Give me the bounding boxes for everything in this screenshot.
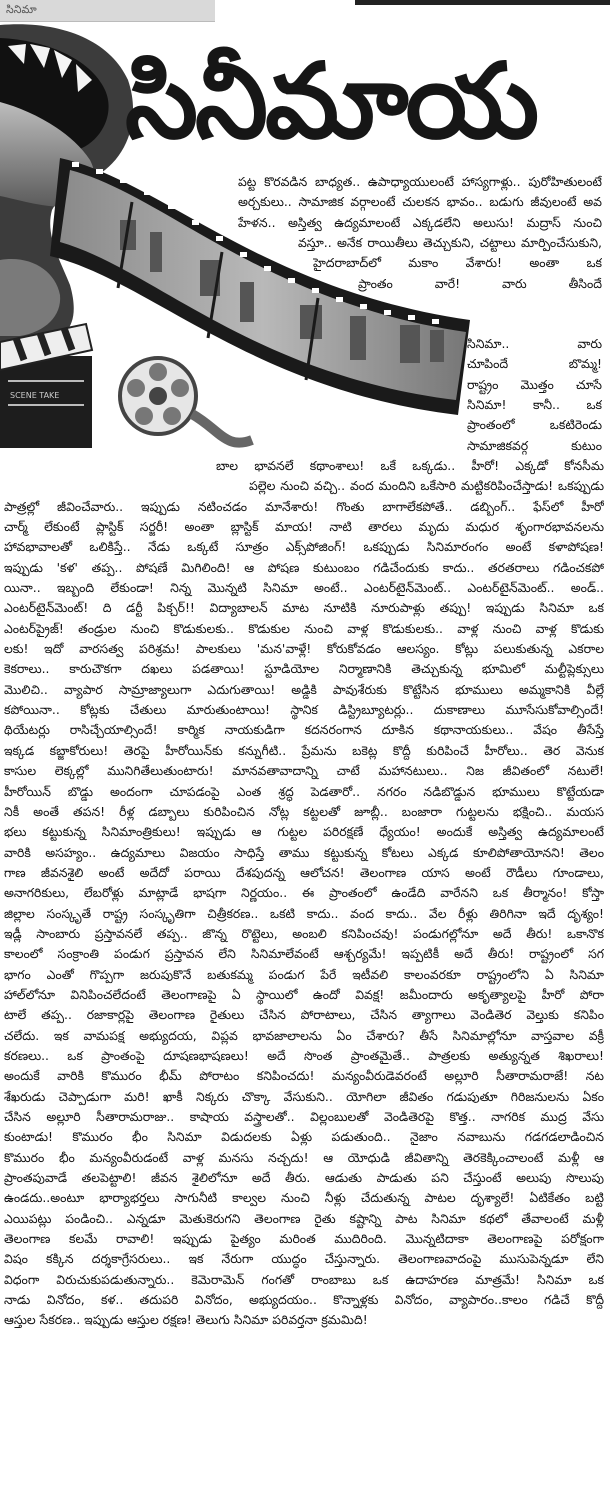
body-line: కొమురం భీం మన్యంవీరుడంటే వాళ్ల మనసు నచ్చదు! ఆ యోధుడి జీవితాన్ని తెరకెక్కించాలంటే మళ్లీ ఆ: [4, 1149, 604, 1165]
body-line: కపోయినా.. కోట్లకు చేతులు మారుతుంటాయి! స్థానిక డిస్ట్రిబ్యూటర్లు.. దుకాణాలు మూసేసుకోవాల్సిందే!: [4, 702, 604, 718]
body-line: జిల్లాల సంస్కృతే రాష్ట్ర సంస్కృతిగా చిత్రీకరణ.. ఒకటి కాదు.. వంద కాదు.. వేల రీళ్లు తిరిగినా ఇదే దృశ్యం!: [4, 905, 604, 921]
body-line: భాగం ఎంతో గొప్పగా జరుపుకొనే బతుకమ్మ పండుగ పేరే ఇటీవలి కాలంవరకూ రాష్ట్రంలోని ఏ సినిమా: [4, 966, 604, 982]
clapperboard-icon: [0, 324, 92, 448]
side-line: ప్రాంతంలో ఒకటిరెండు: [467, 417, 602, 433]
body-line: పల్లెల నుంచి వచ్చి.. వంద మందిని ఒకేసారి మట్టికరిపించేస్తాడు! ఒకప్పుడు: [249, 478, 604, 494]
body-line: బాల భావనలే కథాంశాలు! ఒకే ఒక్కడు.. హీరో! ఎక్కడో కోనసీమ: [216, 458, 604, 473]
side-line: రాష్ట్రం మొత్తం చూసే: [467, 376, 602, 392]
body-line: కుంటాడు! కొమురం భీం సినిమా విడుదలకు ఏళ్లు పడుతుంది.. నైజాం నవాబును గడగడలాడించిన: [4, 1129, 604, 1145]
body-line: విధంగా విరుచుకుపడుతున్నారు.. కెమెరామెన్ గంగతో రాంబాబు ఒక ఉదాహరణ మాత్రమే! సినిమా ఒక: [4, 1271, 604, 1287]
body-line: ఇడ్లీ సాంబారు ప్రస్తావనలే తప్ప.. జొన్న రొట్టెలు, అంబలి కనిపించవు! పండుగల్లోనూ అదే తీరు! ఒకానొక: [4, 925, 604, 941]
top-label-text: సినిమా: [6, 3, 37, 16]
body-line: తెలంగాణ కలమే రావాలి! ఇప్పుడు పైత్యం మరింత ముదిరింది. మొన్నటిదాకా తెలంగాణపై పరోక్షంగా: [4, 1231, 604, 1247]
intro-line: ప్రాంతం వారే! వారు తీసిందే: [358, 275, 602, 291]
body-line: హీరోయిన్ బొడ్డు అందంగా చూపడంపై ఎంత శ్రద్ధ పెడతారో.. నగరం నడిబొడ్డున భూములు కొట్టేయడా: [4, 783, 604, 799]
body-line: వారికి అసహ్యం.. ఉద్యమాలు విజయం సాధిస్తే తాము కట్టుకున్న కోటలు ఎక్కడ కూలిపోతాయోనని! తెలం: [4, 844, 604, 860]
body-line: ఎంటర్‌ప్రైజ్! తండ్రుల నుంచి కొడుకులకు.. కొడుకుల నుంచి వాళ్ల కొడుకులకు.. వాళ్ల నుంచి వాళ్ల కొడుకు: [4, 620, 604, 636]
body-line: ఎంటర్‌టైన్‌మెంట్! ది డర్టీ పిక్చర్!! విద్యాబాలన్ మాట నూటికి నూరుపాళ్లు తప్పు! ఇప్పుడు సినిమా ఒక: [4, 600, 604, 616]
body-line: కాసుల లెక్కల్లో మునిగితేలుతుంటారు! మానవతావాదాన్ని చాటే మహానటులు.. నిజ జీవితంలో నటులే!: [4, 763, 604, 779]
side-line: సినిమా! కానీ.. ఒక: [467, 397, 602, 413]
body-line: నాడు వినోదం, కళ.. తదుపరి వినోదం, అభ్యుదయం.. కొన్నాళ్లకు వినోదం, వ్యాపారం..కాలం గడిచే కొద్దీ: [4, 1292, 604, 1308]
clapper-label: SCENE TAKE: [10, 391, 60, 400]
body-line: ఉండదు..అంటూ భార్యాభర్తలు సాగునీటి కాల్వల నుంచి నీళ్లు చేదుతున్న పాటల దృశ్యాలే! ఏటికేతం బట్టి: [4, 1190, 604, 1206]
headline: సినీమాయ: [125, 40, 537, 162]
intro-line: హైదరాబాద్‌లో మకాం వేశారు! అంతా ఒక: [313, 255, 602, 271]
article-intro: [238, 172, 602, 294]
body-line: ఇప్పుడు 'కళ' తప్ప.. పోషణే మిగిలింది! ఆ పోషణ కుటుంబం గడిచేందుకు కాదు.. తరతరాలు గడించకపో: [4, 559, 604, 575]
body-line: అందుకే వారికి కొమురం భీమ్ పోరాటం కనిపించదు! మన్యంవీరుడెవరంటే అల్లూరి సీతారామరాజే! నట: [4, 1068, 604, 1084]
body-line: పాత్రల్లో జీవించేవారు.. ఇప్పుడు నటించడం మానేశారు! గొంతు బాగాలేకపోతే.. డబ్బింగ్.. ఫేస్‌లో హీరో: [4, 498, 604, 514]
intro-line: హేళన.. అస్తిత్వ ఉద్యమాలంటే ఎక్కడలేని అలుసు! మద్రాస్ నుంచి: [238, 214, 602, 230]
body-line: లకు! ఇదో వారసత్వ పరిశ్రమ! పాలకులు 'మన'వాళ్లే! కోరుకోవడం ఆలస్యం. కోట్లు పలుకుతున్న ఎకరాల: [4, 641, 604, 657]
body-line: ప్రాంతపువాడే తలపెట్టాలి! జీవన శైలిలోనూ అదే తీరు. ఆడుతు పాడుతు పని చేస్తుంటే అలుపు సొలుపు: [4, 1170, 604, 1186]
body-line: హాల్‌లోనూ వినిపించలేదంటే తెలంగాణపై ఏ స్థాయిలో ఉందో వివక్ష! జమీందారు అకృత్యాలపై హీరో పోరా: [4, 986, 604, 1002]
body-line: కెకరాలు.. కారుచౌకగా దఖలు పడతాయి! స్టూడియోల నిర్మాణానికి తెచ్చుకున్న భూమిలో మల్టీప్లెక్సులు: [4, 661, 604, 677]
article-side: [467, 334, 602, 456]
top-label-strip: [0, 0, 215, 22]
body-line: చలేదు. ఇక వామపక్ష అభ్యుదయ, విప్లవ భావజాలాలను ఏం చేశారు? తీసే సినిమాల్లోనూ వాస్తవాల వక్రీ: [4, 1027, 604, 1043]
body-line: విషం కక్కిన దర్శకాగ్రేసరులు.. ఇక నేరుగా యుద్ధం చేస్తున్నారు. తెలంగాణవాదంపై ముసుపెన్నడూ లేని: [4, 1251, 604, 1267]
body-line: మొలిచి.. వ్యాపార సామ్రాజ్యాలుగా ఎదుగుతాయి! అడ్డికి పావుశేరుకు కొట్టేసిన భూములు అమ్మకానికి వీల్లే: [4, 681, 604, 697]
body-line: కాలంలో సంక్రాంతి పండుగ ప్రస్తావన లేని సినిమాలేవంటే ఆశ్చర్యమే! ఇప్పటికీ అదే తీరు! రాష్ట్రంలో సగ: [4, 946, 604, 962]
body-line: భలు కట్టుకున్న సినిమాంత్రికులు! ఇప్పుడు ఆ గుట్టల పరిరక్షణే ధ్యేయం! అందుకే అస్తిత్వ ఉద్యమాలంటే: [4, 824, 604, 840]
body-line: థియేటర్లు రాసిచ్చేయాల్సిందే! కార్మిక నాయకుడిగా కదనరంగాన దూకిన కథానాయకులు.. వేషం తీసేస్తే: [4, 722, 604, 738]
body-line: చేసిన అల్లూరి సీతారామరాజు.. కాషాయ వస్త్రాలతో.. విల్లంబులతో వెండితెరపై కొత్త.. నాగరిక ముద్ర వేసు: [4, 1109, 604, 1124]
body-line: కరణలు.. ఒక ప్రాంతంపై దూషణభాషణలు! అదే సొంత ప్రాంతమైతే.. పాత్రలకు అత్యున్నత శిఖరాలు!: [4, 1047, 604, 1063]
body-line: అనాగరికులు, లేబరోళ్లు మాట్లాడే భాషగా నిర్ణయం.. ఈ ప్రాంతంలో ఉండేది వారేనని ఒక తీర్మానం! కోస్తా: [4, 885, 604, 901]
body-line: యినా.. ఇబ్బంది లేకుండా! నిన్న మొన్నటి సినిమా అంటే.. ఎంటర్‌టైన్‌మెంట్.. ఎంటర్‌టైన్‌మెంట్.. అండ్..: [4, 580, 604, 596]
body-line: ఇక్కడ కబ్జాకోరులు! తెరపై హీరోయిన్‌కు కన్నుగీటి.. ప్రేమను బకెట్ల కొద్దీ కురిపించే హీరోలు.. తెర వెనుక: [4, 742, 604, 758]
body-line: చార్మ్ లేకుంటే ప్లాస్టిక్ సర్జరీ! అంతా బ్లాస్టిక్ మాయ! నాటి తారలు మృదు మధుర శృంగారభావనలను: [4, 519, 604, 535]
side-line: సినిమా.. వారు: [467, 336, 602, 351]
intro-line: పట్ట కొరవడిన బాధ్యత.. ఉపాధ్యాయులంటే హాస్యగాళ్లు.. పురోహితులంటే: [238, 174, 602, 189]
article-body: [4, 456, 604, 1331]
side-line: చూపిందే బొమ్మ!: [467, 356, 602, 372]
body-line: హావభావాలతో ఒలికిస్తే.. నేడు ఒక్కటే సూత్రం ఎక్స్‌పోజింగ్! ఒకప్పుడు సినిమారంగం అంటే కళాపోషణ!: [4, 539, 604, 555]
top-rule: [355, 0, 610, 5]
body-line: ఎయిపట్లు పండించి.. ఎన్నడూ మెతుకెరుగని తెలంగాణ రైతు కష్టాన్ని పాట సినిమా కథలో తేవాలంటే మళ్లీ: [4, 1210, 604, 1226]
body-line: గాణ జీవనశైలి అంటే అదేదో పరాయి దేశపుదన్న ఆలోచన! తెలంగాణ యాస అంటే రౌడీలు గూండాలు,: [4, 864, 604, 880]
body-line: నికీ అంతే తపన! రీళ్ల డబ్బాలు కురిపించిన నోట్ల కట్టలతో జూబ్లీ.. బంజారా గుట్టలను భక్షించి.. మయస: [4, 803, 604, 819]
intro-line: అర్చకులు.. సామాజిక వర్గాలంటే చులకన భావం.. బడుగు జీవులంటే అవ: [238, 194, 602, 210]
body-line: ఆస్తుల సేకరణ.. ఇప్పుడు ఆస్తుల రక్షణ! తెలుగు సినిమా పరివర్తనా క్రమమిది!: [4, 1312, 368, 1328]
intro-line: వస్తూ.. అనేక రాయితీలు తెచ్చుకుని, చట్టాలు మార్పించేసుకుని,: [298, 235, 602, 251]
body-line: శేఖరుడు చెప్పాడుగా మరి! ఖాకీ నిక్కరు చొక్కా వేసుకుని.. యోగిలా జీవితం గడుపుతూ గిరిజనులను ఏకం: [4, 1088, 604, 1104]
side-line: సామాజికవర్గ కుటుం: [467, 437, 602, 453]
film-reel-icon: [120, 358, 252, 443]
body-line: టాలే తప్ప.. రజాకార్లపై తెలంగాణ రైతులు చేసిన పోరాటాలు, చేసిన త్యాగాలు వెండితెర వెల్తుకు కనిపిం: [4, 1007, 604, 1023]
